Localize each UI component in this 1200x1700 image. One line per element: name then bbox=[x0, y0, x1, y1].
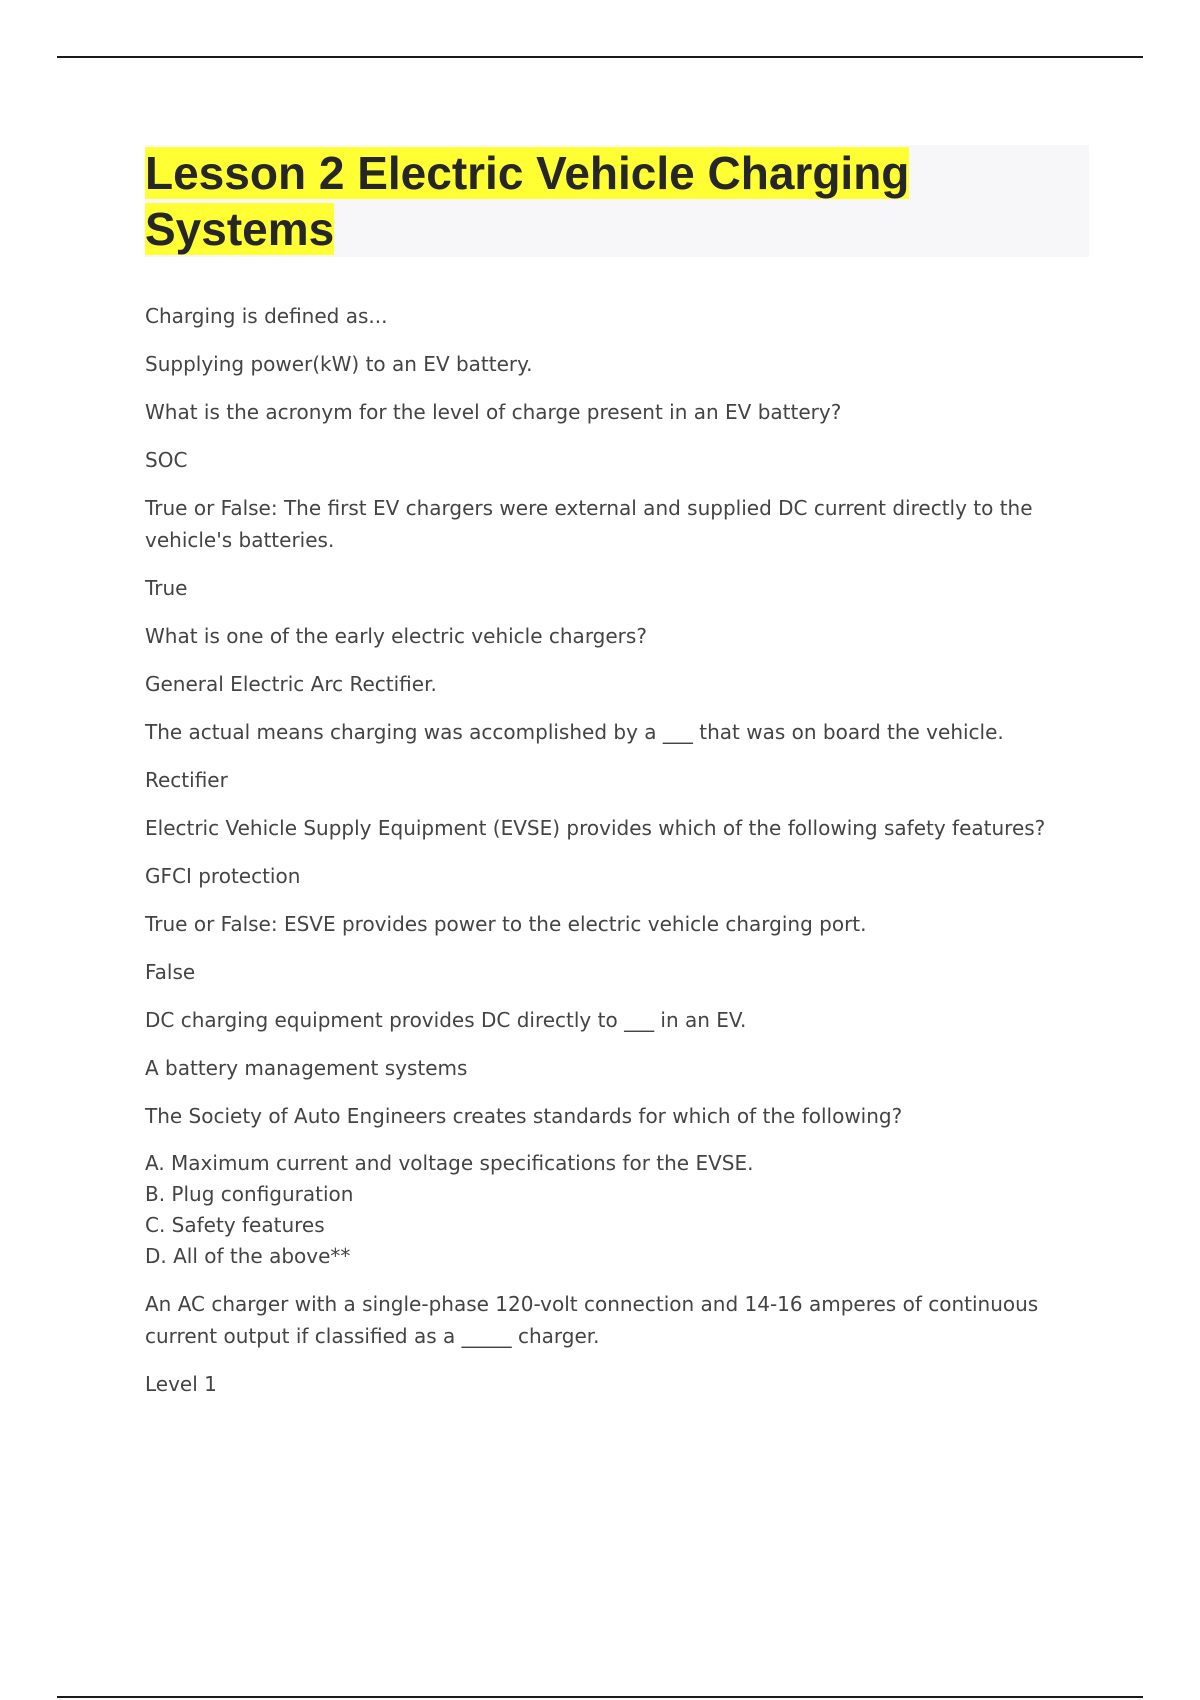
question-text: An AC charger with a single-phase 120-volt connection and 14-16 amperes of continuous current output if classified as a _____ charger. bbox=[145, 1292, 1045, 1348]
answer-text: Rectifier bbox=[145, 768, 228, 792]
document-body bbox=[145, 300, 1065, 1416]
answer-text: General Electric Arc Rectifier. bbox=[145, 672, 437, 696]
question-text: What is one of the early electric vehicle chargers? bbox=[145, 624, 647, 648]
answer-text: A battery management systems bbox=[145, 1056, 468, 1080]
page-title-text: Lesson 2 Electric Vehicle Charging Systems bbox=[145, 147, 910, 255]
title-block bbox=[145, 145, 1089, 257]
option-b: B. Plug configuration bbox=[145, 1182, 354, 1206]
answer-text: Supplying power(kW) to an EV battery. bbox=[145, 352, 533, 376]
question-text: Electric Vehicle Supply Equipment (EVSE) provides which of the following safety features? bbox=[145, 816, 1046, 840]
option-c: C. Safety features bbox=[145, 1213, 325, 1237]
answer-text: SOC bbox=[145, 448, 188, 472]
question-text: The Society of Auto Engineers creates standards for which of the following? bbox=[145, 1104, 903, 1128]
option-d: D. All of the above** bbox=[145, 1244, 351, 1268]
answer-text: GFCI protection bbox=[145, 864, 301, 888]
question-text: Charging is defined as... bbox=[145, 304, 388, 328]
answer-options bbox=[145, 1148, 1065, 1272]
answer-text: False bbox=[145, 960, 196, 984]
question-text: What is the acronym for the level of charge present in an EV battery? bbox=[145, 400, 842, 424]
page-title bbox=[145, 145, 955, 257]
question-text: True or False: ESVE provides power to the electric vehicle charging port. bbox=[145, 912, 867, 936]
top-rule bbox=[57, 56, 1143, 58]
bottom-rule bbox=[57, 1696, 1143, 1698]
question-text: The actual means charging was accomplished by a ___ that was on board the vehicle. bbox=[145, 720, 1004, 744]
option-a: A. Maximum current and voltage specifications for the EVSE. bbox=[145, 1151, 754, 1175]
question-text: True or False: The first EV chargers were external and supplied DC current directly to the vehicle's batteries. bbox=[145, 496, 1039, 552]
answer-text: Level 1 bbox=[145, 1372, 217, 1396]
question-text: DC charging equipment provides DC directly to ___ in an EV. bbox=[145, 1008, 747, 1032]
answer-text: True bbox=[145, 576, 188, 600]
